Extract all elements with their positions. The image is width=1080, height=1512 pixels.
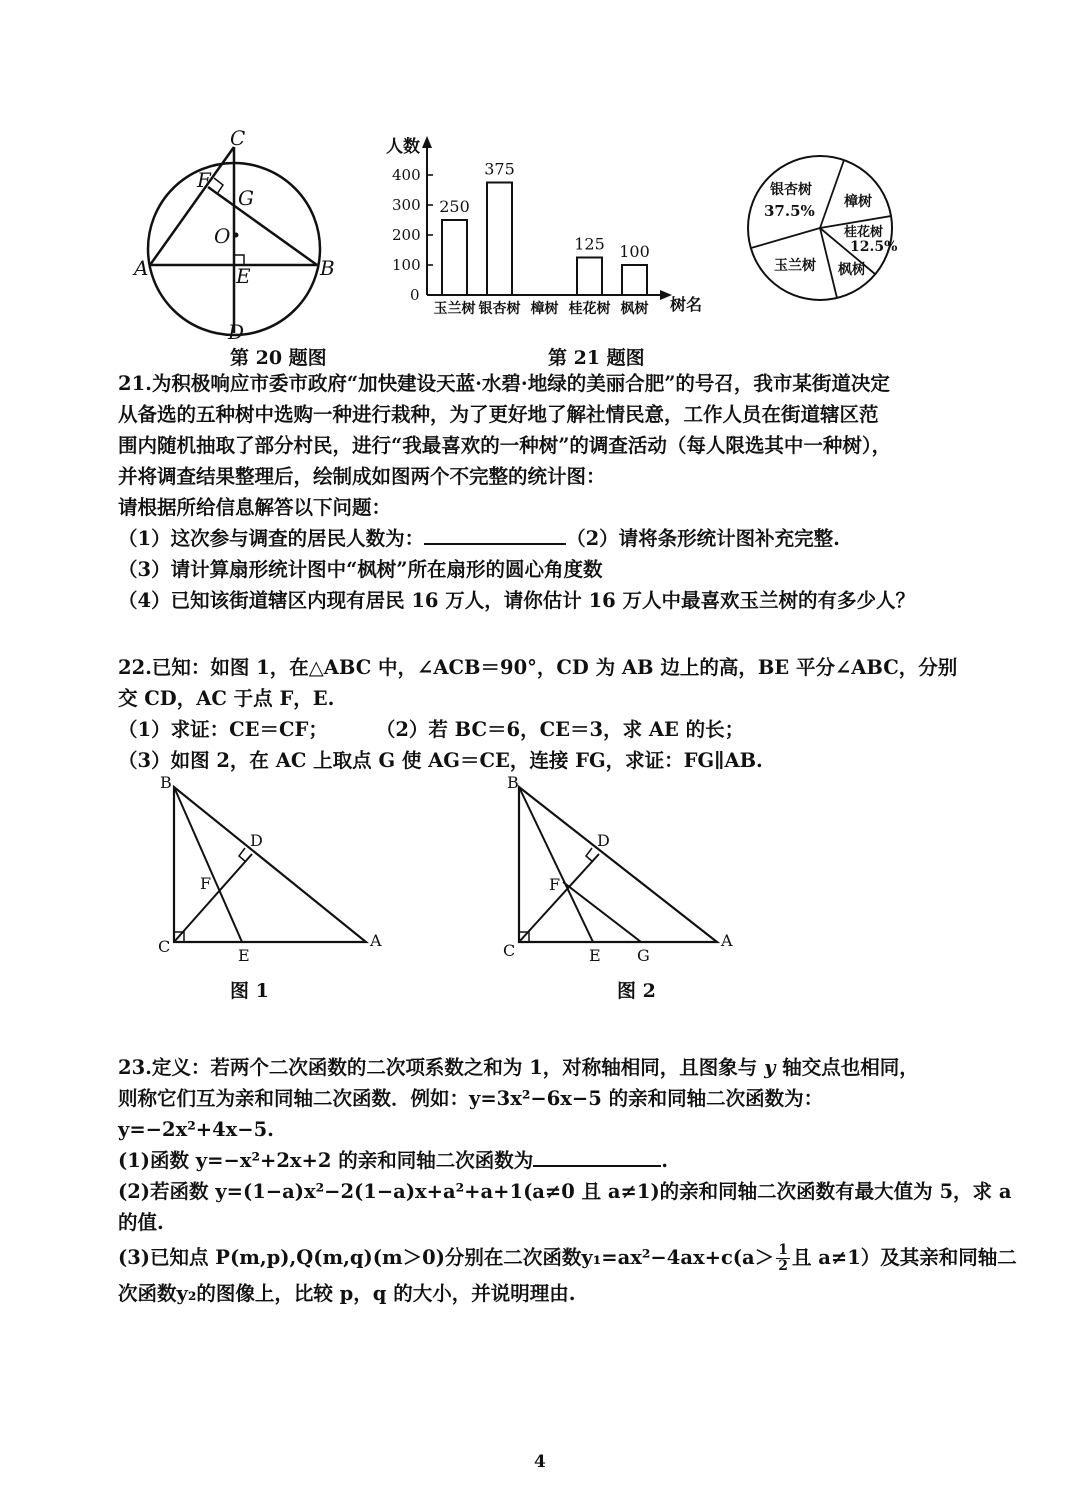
bar-value-label: 100 xyxy=(619,242,650,261)
y-tick-label: 400 xyxy=(392,166,421,184)
bar-value-label: 250 xyxy=(439,197,470,216)
bar-chart xyxy=(370,130,710,320)
question-21 xyxy=(118,368,978,616)
label-g: G xyxy=(637,946,650,965)
q22-part-2: （2）若 BC＝6，CE＝3，求 AE 的长； xyxy=(375,718,745,741)
right-angle-d xyxy=(239,848,246,862)
label-f: F xyxy=(200,874,212,893)
q22-line: 交 CD，AC 于点 F，E. xyxy=(118,687,335,710)
q21-part-4: （4）已知该街道辖区内现有居民 16 万人，请你估计 16 万人中最喜欢玉兰树的有多少人？ xyxy=(118,589,915,612)
pie-slice-border xyxy=(820,160,844,228)
q23-line: 23.定义：若两个二次函数的二次项系数之和为 1，对称轴相同，且图象与 y 轴交点也相同， xyxy=(118,1056,919,1079)
q21-line: 21.为积极响应市委市政府“加快建设天蓝·水碧·地绿的美丽合肥”的号召，我市某街道决定 xyxy=(118,372,890,395)
q23-part-1: (1)函数 y=−x²+2x+2 的亲和同轴二次函数为 . xyxy=(118,1149,669,1172)
label-f: F xyxy=(197,168,211,192)
y-tick-label: 0 xyxy=(410,286,420,304)
q21-line: 从备选的五种树中选购一种进行栽种，为了更好地了解社情民意，工作人员在街道辖区范 xyxy=(118,403,879,426)
q23-line: 则称它们互为亲和同轴二次函数．例如：y=3x²−6x−5 的亲和同轴二次函数为： xyxy=(118,1087,824,1110)
right-angle-d xyxy=(586,848,593,862)
label-b: B xyxy=(507,773,519,792)
label-o: O xyxy=(214,224,231,248)
label-d: D xyxy=(250,831,263,850)
q23-part-2: (2)若函数 y=(1−a)x²−2(1−a)x+a²+a+1(a≠0 且 a≠1)的亲和同轴二次函数有最大值为 5，求 a xyxy=(118,1180,1012,1203)
x-axis-label: 树名 xyxy=(670,295,703,314)
q23-part-3-cont: 次函数y₂的图像上，比较 p，q 的大小，并说明理由. xyxy=(118,1282,576,1305)
label-e: E xyxy=(236,264,251,288)
pie-label-magnolia: 玉兰树 xyxy=(774,258,816,274)
label-g: G xyxy=(238,186,254,210)
pie-slice-border xyxy=(751,228,820,248)
bar-0 xyxy=(442,220,467,295)
q21-part-1: （1）这次参与调查的居民人数为： xyxy=(118,527,425,550)
pie-label-camphor: 樟树 xyxy=(844,194,872,210)
q21-line: 请根据所给信息解答以下问题： xyxy=(118,496,392,519)
bar-value-label: 125 xyxy=(574,234,605,254)
fraction-half: $\frac{1}{2}$ xyxy=(778,1242,788,1274)
fig1-caption: 图 1 xyxy=(230,980,269,1002)
center-dot xyxy=(234,233,239,238)
label-c: C xyxy=(230,126,246,150)
x-category-label: 桂花树 xyxy=(568,301,611,317)
label-a: A xyxy=(134,256,149,280)
label-a: A xyxy=(370,931,382,950)
q22-part-1: （1）求证：CE＝CF； xyxy=(118,718,328,741)
y-tick-label: 100 xyxy=(392,256,421,274)
q22-part-3: （3）如图 2，在 AC 上取点 G 使 AG＝CE，连接 FG，求证：FG∥AB. xyxy=(118,749,763,772)
q21-part-2: （2）请将条形统计图补充完整. xyxy=(566,527,840,550)
fig2-caption: 图 2 xyxy=(617,980,656,1002)
bar-value-label: 375 xyxy=(484,159,515,179)
q23-part-3: (3)已知点 P(m,p),Q(m,q)(m＞0)分别在二次函数y₁=ax²−4ax+c(a＞ $\frac{1}{2}$ 且 a≠1）及其亲和同轴二 xyxy=(118,1242,1017,1274)
pie-percent-osmanthus: 12.5% xyxy=(850,239,898,255)
label-d: D xyxy=(228,320,245,344)
triangle-abc xyxy=(519,787,717,942)
label-e: E xyxy=(238,946,250,965)
label-c: C xyxy=(503,941,516,960)
bar-1 xyxy=(487,183,512,296)
pie-label-maple: 枫树 xyxy=(838,262,866,278)
question-23 xyxy=(118,1052,1017,1309)
pie-percent-ginkgo: 37.5% xyxy=(764,202,815,220)
y-tick-label: 200 xyxy=(392,226,421,244)
q22-parts-1-2 xyxy=(118,714,978,745)
fig21-caption: 第 21 题图 xyxy=(548,347,645,369)
y-tick-label: 300 xyxy=(392,196,421,214)
q21-line: 围内随机抽取了部分村民，进行“我最喜欢的一种树”的调查活动（每人限选其中一种树）， xyxy=(118,434,892,457)
pie-chart xyxy=(740,150,910,310)
answer-blank[interactable] xyxy=(533,1164,661,1167)
q23-part-2-cont: 的值. xyxy=(118,1211,164,1234)
y-axis-label: 人数 xyxy=(386,137,420,157)
page-number: 4 xyxy=(534,1452,546,1472)
answer-blank[interactable] xyxy=(424,542,566,545)
q23-line: y=−2x²+4x−5. xyxy=(118,1118,274,1141)
altitude-cd xyxy=(174,854,252,942)
figure-20 xyxy=(130,125,350,350)
label-e: E xyxy=(589,946,601,965)
triangle-figure-1 xyxy=(150,772,400,967)
y-axis-arrow xyxy=(422,136,432,148)
x-category-label: 玉兰树 xyxy=(433,301,476,317)
q21-part-1-2 xyxy=(118,523,978,554)
label-a: A xyxy=(721,931,733,950)
bisector-be xyxy=(519,787,593,942)
label-f: F xyxy=(549,875,561,894)
segment-fg xyxy=(563,882,641,942)
q22-line: 22.已知：如图 1，在△ABC 中，∠ACB＝90°，CD 为 AB 边上的高，BE 平分∠ABC，分别 xyxy=(118,656,958,679)
label-c: C xyxy=(158,937,171,956)
fig20-caption: 第 20 题图 xyxy=(230,347,327,369)
label-b: B xyxy=(160,773,172,792)
q21-part-3: （3）请计算扇形统计图中“枫树”所在扇形的圆心角度数 xyxy=(118,558,603,581)
pie-label-ginkgo: 银杏树 xyxy=(770,182,812,198)
question-22 xyxy=(118,652,978,776)
label-b: B xyxy=(320,256,335,280)
bar-3 xyxy=(577,258,602,296)
x-category-label: 银杏树 xyxy=(478,301,521,317)
pie-label-osmanthus: 桂花树 xyxy=(844,225,884,240)
x-category-label: 樟树 xyxy=(530,301,559,317)
triangle-figure-2 xyxy=(495,772,745,967)
triangle-abc xyxy=(174,787,366,942)
q21-line: 并将调查结果整理后，绘制成如图两个不完整的统计图： xyxy=(118,465,606,488)
bars xyxy=(434,160,650,318)
bisector-be xyxy=(174,787,242,942)
x-category-label: 枫树 xyxy=(620,301,649,317)
bar-4 xyxy=(622,265,647,295)
pie-slice-border xyxy=(820,228,837,298)
label-d: D xyxy=(597,831,610,850)
